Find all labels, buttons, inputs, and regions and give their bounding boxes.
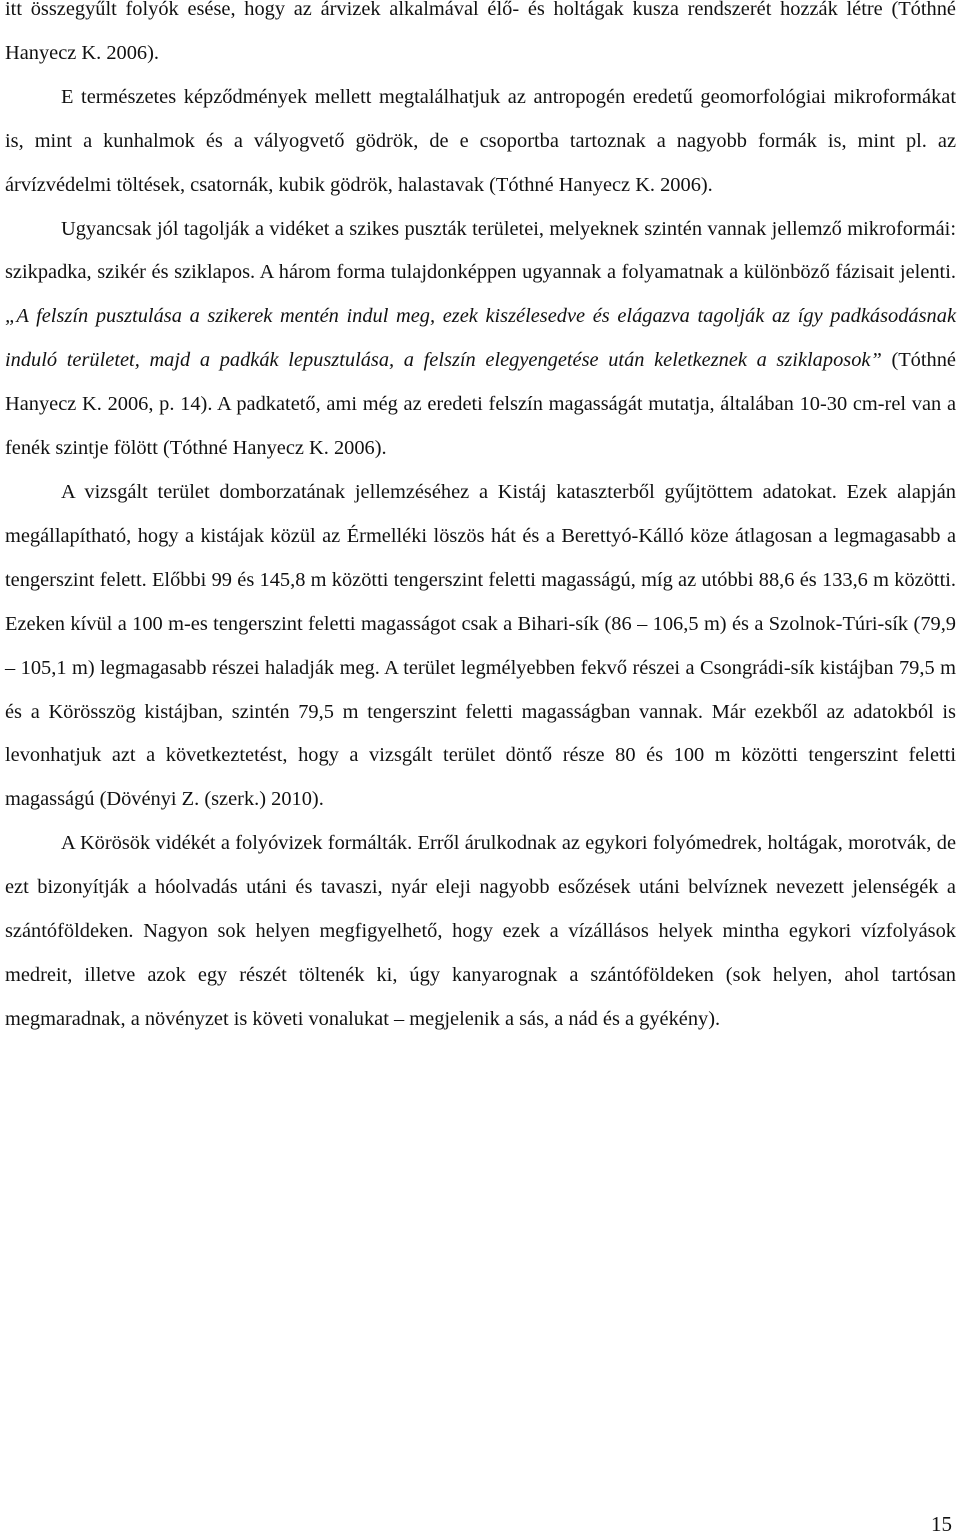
paragraph-text: (Tóthné Hanyecz K. 2006, p. 14). A padkatető, ami még az eredeti felszín magasságát mutatja, általában 10-30 cm-rel van a fenék szintje fölött (Tóthné Hanyecz K. 2006). bbox=[5, 349, 956, 460]
page-number: 15 bbox=[931, 1512, 952, 1536]
paragraph-szikes-pusztak bbox=[5, 208, 956, 471]
paragraph-text: A vizsgált terület domborzatának jellemzéséhez a Kistáj kataszterből gyűjtöttem adatokat. Ezek alapján megállapítható, hogy a kistájak közül az Érmelléki löszös hát és a Berettyó-Kálló köze átlagosan a legmagasabb a tengerszint felett. Előbbi 99 és 145,8 m közötti tengerszint feletti magasságú, míg az utóbbi 88,6 és 133,6 m közötti. Ezeken kívül a 100 m-es tengerszint feletti magasságot csak a Bihari-sík (86 – 106,5 m) és a Szolnok-Túri-sík (79,9 – 105,1 m) legmagasabb részei haladják meg. A terület legmélyebben fekvő részei a Csongrádi-sík kistájban 79,5 m és a Körösszög kistájban, szintén 79,5 m tengerszint feletti magasságban vannak. Már ezekből az adatokból is levonhatjuk azt a következtetést, hogy a vizsgált terület döntő része 80 és 100 m közötti tengerszint feletti magasságú (Dövényi Z. (szerk.) 2010). bbox=[5, 480, 956, 811]
italic-quote: „A felszín pusztulása a szikerek mentén indul meg, ezek kiszélesedve és elágazva tagolják az így padkásodásnak induló területet, majd a padkák lepusztulása, a felszín elegyengetése után keletkeznek a sziklaposok” bbox=[5, 305, 956, 372]
paragraph-text: E természetes képződmények mellett megtalálhatjuk az antropogén eredetű geomorfológiai mikroformákat is, mint a kunhalmok és a vályogvető gödrök, de e csoportba tartoznak a nagyobb formák is, mint pl. az árvízvédelmi töltések, csatornák, kubik gödrök, halastavak (Tóthné Hanyecz K. 2006). bbox=[5, 85, 956, 196]
document-page bbox=[5, 0, 956, 1042]
paragraph-text: Ugyancsak jól tagolják a vidéket a szikes puszták területei, melyeknek szintén vannak jellemző mikroformái: szikpadka, szikér és sziklapos. A három forma tulajdonképpen ugyannak a folyamatnak a különböző fázisait jelenti. bbox=[5, 217, 956, 284]
paragraph-continued bbox=[5, 0, 956, 76]
paragraph-antropogen-formak bbox=[5, 76, 956, 208]
paragraph-text: itt összegyűlt folyók esése, hogy az árvizek alkalmával élő- és holtágak kusza rendszerét hozzák létre (Tóthné Hanyecz K. 2006). bbox=[5, 0, 956, 64]
paragraph-domborzat bbox=[5, 471, 956, 822]
paragraph-korosok-videke bbox=[5, 822, 956, 1042]
paragraph-text: A Körösök vidékét a folyóvizek formálták. Erről árulkodnak az egykori folyómedrek, holtágak, morotvák, de ezt bizonyítják a hóolvadás utáni és tavaszi, nyár eleji nagyobb esőzések utáni belvíznek nevezett jelenségék a szántóföldeken. Nagyon sok helyen megfigyelhető, hogy ezek a vízállásos helyek mintha egykori vízfolyások medreit, illetve azok egy részét töltenék ki, úgy kanyarognak a szántóföldeken (sok helyen, ahol tartósan megmaradnak, a növényzet is követi vonalukat – megjelenik a sás, a nád és a gyékény). bbox=[5, 832, 956, 1030]
